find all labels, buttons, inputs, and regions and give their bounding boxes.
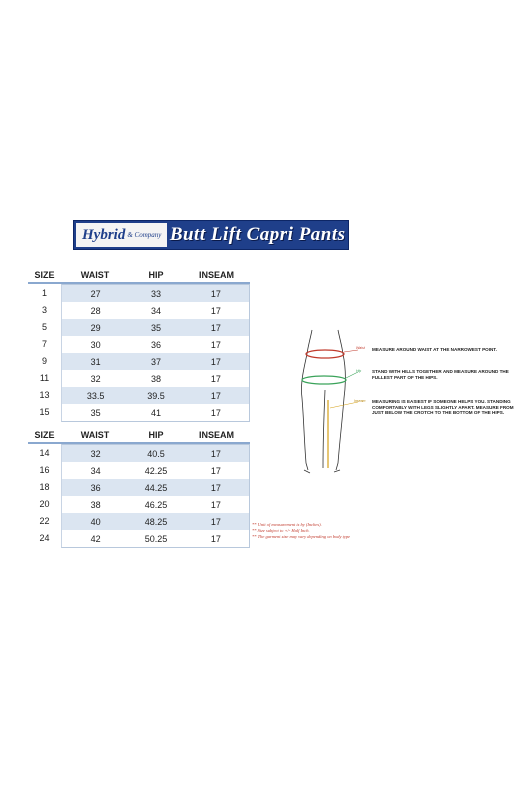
size-cell: 14 <box>39 447 50 458</box>
waist-cell: 34 <box>90 465 101 476</box>
hip-band <box>302 376 346 384</box>
size-cell: 18 <box>39 481 50 492</box>
waist-cell: 32 <box>90 373 101 384</box>
waist-cell: 30 <box>90 339 101 350</box>
inseam-cell: 17 <box>210 482 221 493</box>
size-cell: 16 <box>39 464 50 475</box>
inseam-cell: 17 <box>210 448 221 459</box>
size-cell: 1 <box>41 287 47 298</box>
hip-tag: Hip <box>356 369 362 373</box>
waist-cell: 33.5 <box>86 390 105 401</box>
hip-cell: 33 <box>150 288 161 299</box>
size-cell: 13 <box>39 389 50 400</box>
note-tolerance: ** Size subject to +/- Half Inch. <box>252 528 310 533</box>
header-inseam: INSEAM <box>198 270 234 280</box>
inseam-cell: 17 <box>210 356 221 367</box>
inseam-cell: 17 <box>210 499 221 510</box>
header-hip: HIP <box>148 430 164 440</box>
table-row <box>62 353 249 370</box>
waist-cell: 29 <box>90 322 101 333</box>
hip-cell: 39.5 <box>147 390 165 401</box>
hip-cell: 41 <box>150 407 161 418</box>
table-row <box>62 336 249 353</box>
table-row <box>62 462 249 479</box>
hip-cell: 37 <box>150 356 161 367</box>
waist-cell: 35 <box>90 407 101 418</box>
inseam-cell: 17 <box>210 373 221 384</box>
size-table-regular <box>28 268 250 422</box>
inseam-cell: 17 <box>210 288 221 299</box>
hip-cell: 34 <box>150 305 161 316</box>
waist-cell: 27 <box>90 288 101 299</box>
waist-instruction: MEASURE AROUND WAIST AT THE NARROWEST POINT. <box>372 347 497 352</box>
size-cell: 5 <box>41 321 47 332</box>
header-waist: WAIST <box>80 270 110 280</box>
inseam-cell: 17 <box>210 516 221 527</box>
hip-cell: 44.25 <box>144 482 168 493</box>
body-measurement-figure <box>290 328 360 478</box>
table-row <box>62 513 249 530</box>
table-header <box>28 428 250 444</box>
header-inseam: INSEAM <box>198 430 234 440</box>
waist-cell: 42 <box>90 533 101 544</box>
size-cell: 24 <box>39 532 50 543</box>
waist-cell: 32 <box>90 448 101 459</box>
inseam-cell: 17 <box>210 533 221 544</box>
header-size: SIZE <box>34 430 55 440</box>
header-waist: WAIST <box>80 430 110 440</box>
product-banner <box>73 220 349 250</box>
inseam-instruction: MEASURING IS EASIEST IF SOMEONE HELPS YOU. STANDING COMFORTABLY WITH LEGS SLIGHTLY APART. MEASURE FROM JUST BELOW THE CROTCH TO THE BOTTOM OF THE HIPS. <box>372 399 514 415</box>
size-table-plus <box>28 428 250 548</box>
brand-name: Hybrid <box>82 226 126 243</box>
table-row <box>62 479 249 496</box>
inseam-cell: 17 <box>210 407 221 418</box>
size-cell: 22 <box>39 515 50 526</box>
size-cell: 9 <box>41 355 47 366</box>
hip-cell: 42.25 <box>144 465 168 476</box>
table-row <box>62 404 249 421</box>
waist-cell: 36 <box>90 482 101 493</box>
hip-cell: 35 <box>150 322 161 333</box>
waist-cell: 40 <box>90 516 101 527</box>
size-cell: 11 <box>39 372 50 383</box>
waist-cell: 38 <box>90 499 101 510</box>
inseam-cell: 17 <box>210 305 221 316</box>
table-row <box>62 496 249 513</box>
hip-cell: 40.5 <box>147 448 165 459</box>
waist-tag: Waist <box>356 346 365 350</box>
size-notes <box>252 522 350 540</box>
table-row <box>62 370 249 387</box>
size-cell: 20 <box>39 498 50 509</box>
hip-cell: 46.25 <box>144 499 168 510</box>
table-row <box>62 302 249 319</box>
inseam-cell: 17 <box>210 465 221 476</box>
table-row <box>62 387 249 404</box>
inseam-tag: Inseam <box>354 399 366 403</box>
header-hip: HIP <box>148 270 164 280</box>
table-row <box>62 285 249 302</box>
hip-cell: 50.25 <box>144 533 168 544</box>
product-title: Butt Lift Capri Pants <box>169 224 346 245</box>
waist-cell: 28 <box>90 305 101 316</box>
table-row <box>62 530 249 547</box>
inseam-cell: 17 <box>210 322 221 333</box>
table-header <box>28 268 250 284</box>
table-row <box>62 319 249 336</box>
size-cell: 15 <box>39 406 50 417</box>
table-row <box>62 445 249 462</box>
inseam-cell: 17 <box>210 339 221 350</box>
note-variation: ** The garment size may vary depending on body type <box>252 534 351 539</box>
hip-cell: 48.25 <box>144 516 168 527</box>
inseam-cell: 17 <box>210 390 221 401</box>
hip-cell: 38 <box>150 373 161 384</box>
note-unit: ** Unit of measurement is by (Inches). <box>252 522 322 527</box>
hip-instruction: STAND WITH HILLS TOGETHER AND MEASURE AROUND THE FULLEST PART OF THE HIPS. <box>372 369 509 380</box>
hip-cell: 36 <box>150 339 161 350</box>
brand-logo <box>76 223 167 247</box>
size-cell: 7 <box>41 338 47 349</box>
waist-cell: 31 <box>90 356 101 367</box>
header-size: SIZE <box>34 270 55 280</box>
brand-suffix: & Company <box>127 231 162 239</box>
waist-band <box>306 350 344 358</box>
size-cell: 3 <box>41 304 47 315</box>
